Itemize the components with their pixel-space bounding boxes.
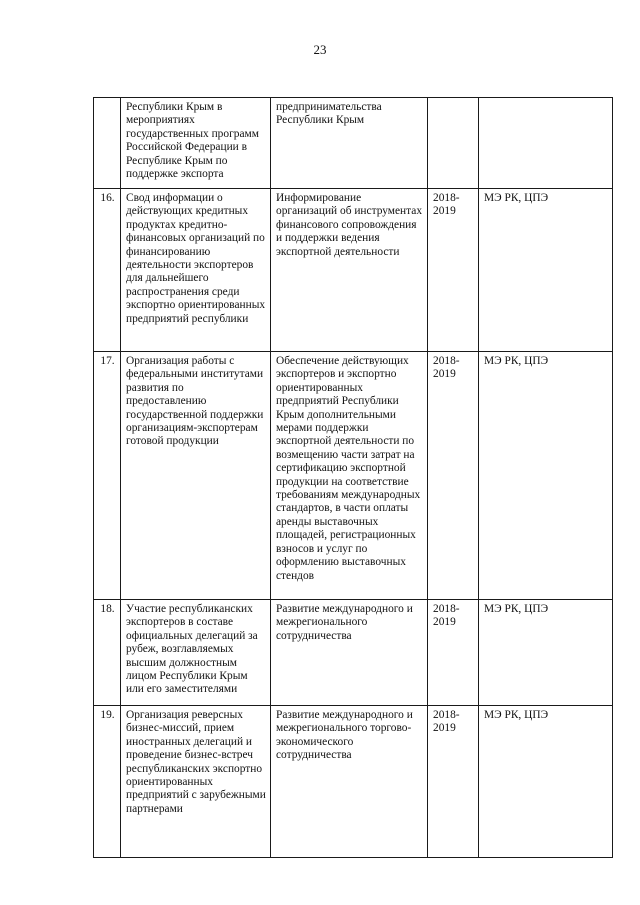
table-row [94, 352, 613, 600]
row-number: 16. [94, 189, 121, 352]
executor: МЭ РК, ЦПЭ [479, 600, 613, 706]
executor: МЭ РК, ЦПЭ [479, 352, 613, 600]
page-number: 23 [313, 42, 327, 57]
expected-result: Информирование организаций об инструментах финансового сопровождения и поддержки ведения экспортной деятельности [271, 189, 428, 352]
expected-result: предпринимательства Республики Крым [271, 98, 428, 189]
term: 2018-2019 [428, 189, 479, 352]
executor [479, 98, 613, 189]
term: 2018-2019 [428, 600, 479, 706]
table-row [94, 706, 613, 858]
term: 2018-2019 [428, 352, 479, 600]
term [428, 98, 479, 189]
measures-table [93, 97, 613, 858]
expected-result: Обеспечение действующих экспортеров и экспортно ориентированных предприятий Республики Крым дополнительными мерами поддержки экспортной деятельности по возмещению части затрат на сертификацию экспортной продукции на соответствие требованиям международных стандартов, в части оплаты аренды выставочных площадей, регистрационных взносов и услуг по оформлению выставочных стендов [271, 352, 428, 600]
row-number: 17. [94, 352, 121, 600]
executor: МЭ РК, ЦПЭ [479, 189, 613, 352]
row-number: 19. [94, 706, 121, 858]
measure-name: Организация работы с федеральными институтами развития по предоставлению государственной поддержки организациям-экспортерам готовой продукции [121, 352, 271, 600]
expected-result: Развитие международного и межрегионального торгово-экономического сотрудничества [271, 706, 428, 858]
term: 2018-2019 [428, 706, 479, 858]
row-number: 18. [94, 600, 121, 706]
row-number [94, 98, 121, 189]
table-row [94, 189, 613, 352]
measure-name: Участие республиканских экспортеров в составе официальных делегаций за рубеж, возглавляемых высшим должностным лицом Республики Крым или его заместителями [121, 600, 271, 706]
table-row [94, 600, 613, 706]
measure-name: Организация реверсных бизнес-миссий, прием иностранных делегаций и проведение бизнес-встреч республиканских экспортно ориентированных предприятий с зарубежными партнерами [121, 706, 271, 858]
table-row [94, 98, 613, 189]
executor: МЭ РК, ЦПЭ [479, 706, 613, 858]
expected-result: Развитие международного и межрегионального сотрудничества [271, 600, 428, 706]
measure-name: Свод информации о действующих кредитных продуктах кредитно-финансовых организаций по финансированию деятельности экспортеров для дальнейшего распространения среди экспортно ориентированных предприятий республики [121, 189, 271, 352]
measure-name: Республики Крым в мероприятиях государственных программ Российской Федерации в Республике Крым по поддержке экспорта [121, 98, 271, 189]
